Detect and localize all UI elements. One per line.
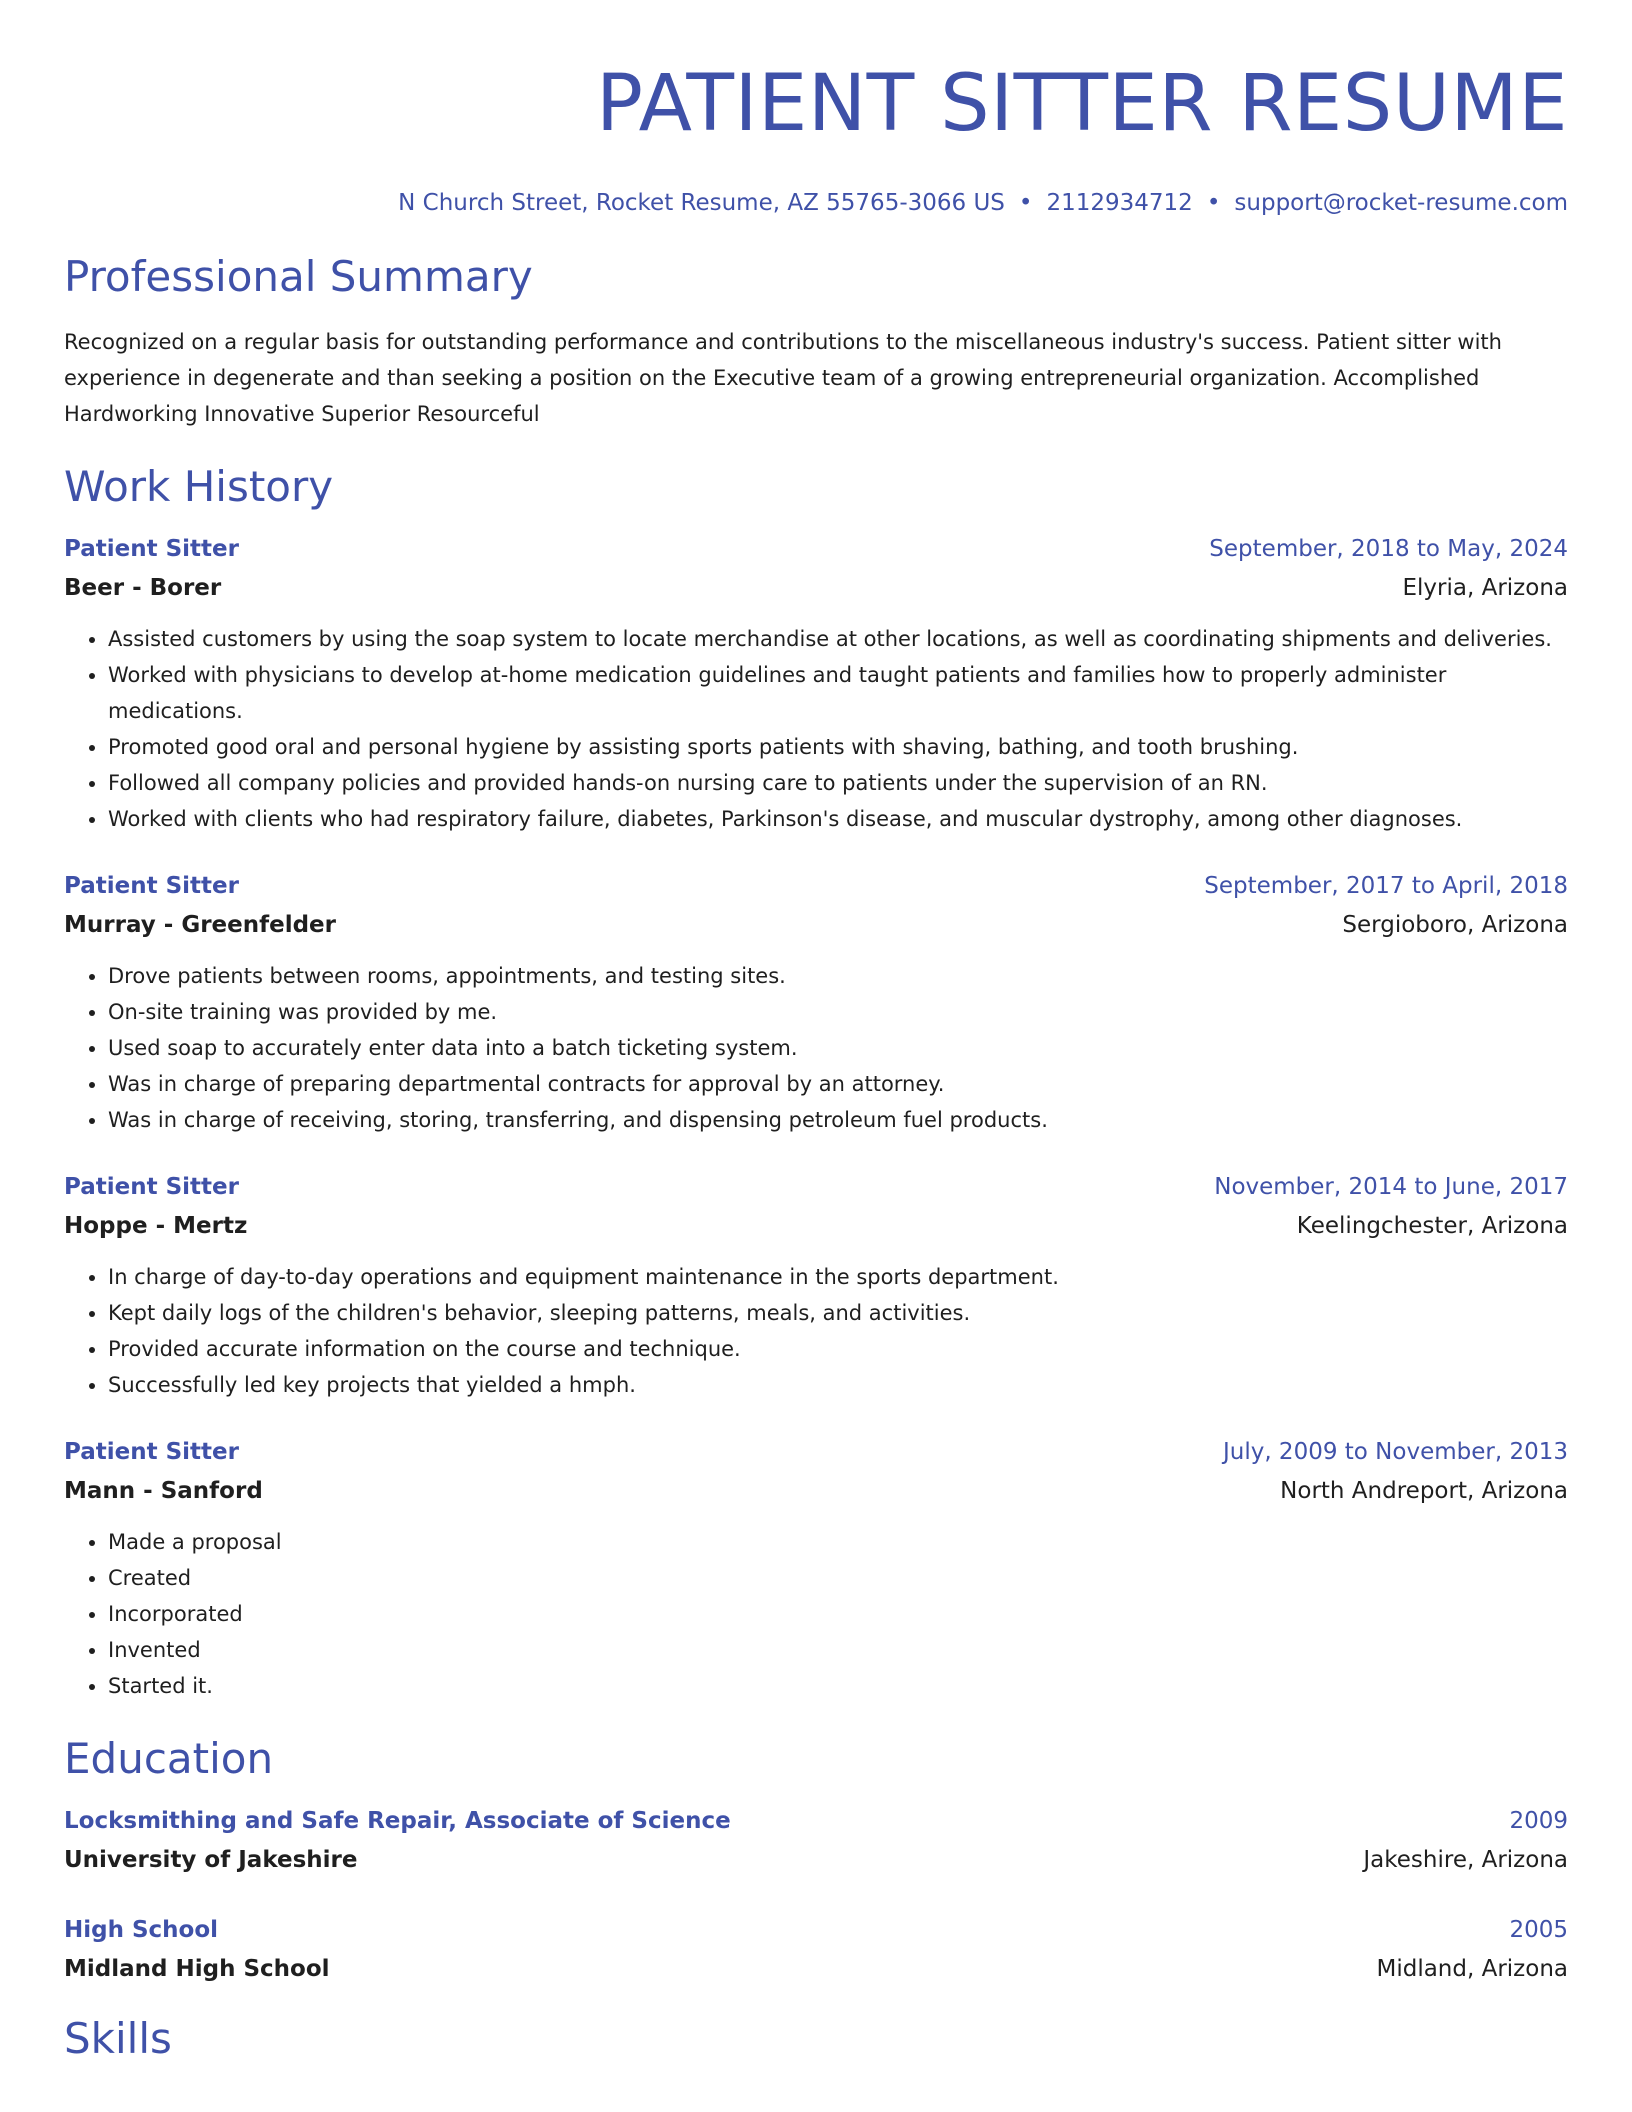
job-bullet: • Worked with physicians to develop at-home medication guidelines and taught patients and families how to properly administer medications. <box>108 657 1568 729</box>
education-heading: Education <box>64 1734 274 1783</box>
job-bullet: • Worked with clients who had respiratory failure, diabetes, Parkinson's disease, and muscular dystrophy, among other diagnoses. <box>108 801 1568 837</box>
contact-email: support@rocket-resume.com <box>1234 190 1568 216</box>
summary-text: Recognized on a regular basis for outstanding performance and contributions to the miscellaneous industry's success. Patient sitter with experience in degenerate and than seeking a position on the Executive team of a growing entrepreneurial organization. Accomplished Hardworking Innovative Superior Resourceful <box>64 330 1502 426</box>
job-bullet: • Created <box>108 1560 1568 1596</box>
job-role: Patient Sitter <box>64 873 239 899</box>
job-bullet: • Drove patients between rooms, appointments, and testing sites. <box>108 958 1568 994</box>
job-role: Patient Sitter <box>64 1439 239 1465</box>
contact-address: N Church Street, Rocket Resume, AZ 55765-3066 US <box>398 190 1005 216</box>
contact-line <box>64 188 1568 218</box>
job-dates: July, 2009 to November, 2013 <box>1222 1439 1568 1465</box>
job-dates: November, 2014 to June, 2017 <box>1214 1174 1568 1200</box>
job-company: Beer - Borer <box>64 575 222 601</box>
job-bullet: • Started it. <box>108 1668 1568 1704</box>
job-bullets <box>64 1259 1568 1403</box>
job-bullet: • Invented <box>108 1632 1568 1668</box>
summary-heading: Professional Summary <box>64 252 533 301</box>
job-bullets <box>64 958 1568 1138</box>
skills-heading: Skills <box>64 2014 172 2063</box>
job-entry <box>64 534 1568 837</box>
job-dates: September, 2018 to May, 2024 <box>1209 536 1568 562</box>
job-company: Mann - Sanford <box>64 1478 263 1504</box>
education-entry <box>64 1915 1568 1984</box>
job-entry <box>64 1172 1568 1403</box>
job-role: Patient Sitter <box>64 536 239 562</box>
job-company: Hoppe - Mertz <box>64 1213 248 1239</box>
contact-phone: 2112934712 <box>1046 190 1193 216</box>
job-bullet: • Kept daily logs of the children's behavior, sleeping patterns, meals, and activities. <box>108 1295 1568 1331</box>
job-bullet: • Provided accurate information on the course and technique. <box>108 1331 1568 1367</box>
job-location: Elyria, Arizona <box>1402 575 1568 601</box>
job-entry <box>64 871 1568 1138</box>
education-location: Midland, Arizona <box>1376 1956 1568 1982</box>
job-bullet: • Incorporated <box>108 1596 1568 1632</box>
job-bullet: • Assisted customers by using the soap system to locate merchandise at other locations, as well as coordinating shipments and deliveries. <box>108 621 1568 657</box>
job-entry <box>64 1437 1568 1704</box>
job-bullet: • Promoted good oral and personal hygiene by assisting sports patients with shaving, bathing, and tooth brushing. <box>108 729 1568 765</box>
job-bullet: • Used soap to accurately enter data into a batch ticketing system. <box>108 1030 1568 1066</box>
job-dates: September, 2017 to April, 2018 <box>1204 873 1568 899</box>
resume-title: PATIENT SITTER RESUME <box>596 59 1568 149</box>
contact-separator: • <box>1018 190 1033 216</box>
work-history-heading: Work History <box>64 462 334 511</box>
job-bullet: • Followed all company policies and provided hands-on nursing care to patients under the supervision of an RN. <box>108 765 1568 801</box>
job-bullet: • Was in charge of preparing departmental contracts for approval by an attorney. <box>108 1066 1568 1102</box>
education-year: 2009 <box>1509 1808 1568 1834</box>
job-location: Sergioboro, Arizona <box>1342 912 1568 938</box>
education-degree: Locksmithing and Safe Repair, Associate of Science <box>64 1808 731 1834</box>
education-school: Midland High School <box>64 1956 330 1982</box>
resume-header <box>64 58 1568 218</box>
job-location: Keelingchester, Arizona <box>1296 1213 1568 1239</box>
education-degree: High School <box>64 1917 219 1943</box>
job-bullets <box>64 1524 1568 1704</box>
job-company: Murray - Greenfelder <box>64 912 337 938</box>
job-bullet: • Successfully led key projects that yielded a hmph. <box>108 1367 1568 1403</box>
job-bullet: • On-site training was provided by me. <box>108 994 1568 1030</box>
job-bullet: • Made a proposal <box>108 1524 1568 1560</box>
education-year: 2005 <box>1509 1917 1568 1943</box>
job-bullet: • In charge of day-to-day operations and equipment maintenance in the sports department. <box>108 1259 1568 1295</box>
education-school: University of Jakeshire <box>64 1847 358 1873</box>
job-location: North Andreport, Arizona <box>1280 1478 1568 1504</box>
job-bullet: • Was in charge of receiving, storing, transferring, and dispensing petroleum fuel products. <box>108 1102 1568 1138</box>
job-bullets <box>64 621 1568 837</box>
education-entry <box>64 1806 1568 1875</box>
job-role: Patient Sitter <box>64 1174 239 1200</box>
contact-separator: • <box>1206 190 1221 216</box>
education-location: Jakeshire, Arizona <box>1363 1847 1568 1873</box>
